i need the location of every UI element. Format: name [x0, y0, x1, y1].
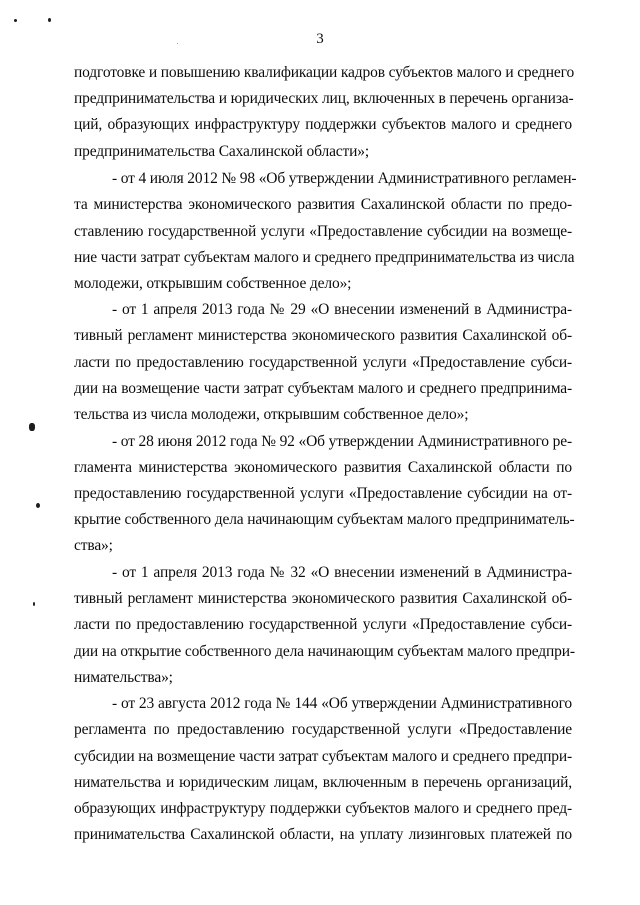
- text-line: принимательства Сахалинской области, на уплату лизинговых платежей по: [74, 826, 572, 843]
- text-line: ций, образующих инфраструктуру поддержки субъектов малого и среднего: [74, 116, 572, 133]
- text-line: молодежи, открывшим собственное дело»;: [74, 275, 352, 292]
- text-line: ства»;: [74, 537, 113, 554]
- text-line: ласти по предоставлению государственной услуги «Предоставление субси-: [74, 354, 572, 371]
- text-line: - от 4 июля 2012 № 98 «Об утверждении Административного регламен-: [112, 170, 577, 187]
- text-line: - от 28 июня 2012 года № 92 «Об утверждении Административного ре-: [112, 433, 572, 450]
- text-line: крытие собственного дела начинающим субъектам малого предприниматель-: [74, 511, 575, 528]
- text-line: нимательства»;: [74, 669, 173, 686]
- text-line: тивный регламент министерства экономического развития Сахалинской об-: [74, 590, 572, 607]
- scan-speck: [29, 423, 35, 431]
- scan-speck: [48, 18, 51, 22]
- text-line: ставлению государственной услуги «Предоставление субсидии на возмеще-: [74, 223, 572, 240]
- scan-speck: [36, 503, 40, 508]
- text-line: образующих инфраструктуру поддержки субъектов малого и среднего пред-: [74, 800, 572, 817]
- text-line: субсидии на возмещение части затрат субъектам малого и среднего предпри-: [74, 748, 573, 765]
- text-line: та министерства экономического развития Сахалинской области по предо-: [74, 196, 572, 213]
- text-line: тельства из числа молодежи, открывшим собственное дело»;: [74, 406, 469, 423]
- text-line: нимательства и юридическим лицам, включенным в перечень организаций,: [74, 774, 572, 791]
- text-line: - от 23 августа 2012 года № 144 «Об утверждении Административного: [112, 695, 572, 712]
- text-line: дии на возмещение части затрат субъектам малого и среднего предпринима-: [74, 380, 572, 397]
- text-line: дии на открытие собственного дела начинающим субъектам малого предпри-: [74, 643, 575, 660]
- text-line: гламента министерства экономического развития Сахалинской области по: [74, 459, 572, 476]
- text-line: предоставлению государственной услуги «Предоставление субсидии на от-: [74, 485, 572, 502]
- text-line: ние части затрат субъектам малого и среднего предпринимательства из числа: [74, 249, 575, 266]
- text-line: ласти по предоставлению государственной услуги «Предоставление субси-: [74, 616, 572, 633]
- text-line: предпринимательства Сахалинской области»;: [74, 143, 370, 160]
- scan-speck: [33, 602, 35, 606]
- text-line: регламента по предоставлению государственной услуги «Предоставление: [74, 721, 572, 738]
- text-line: тивный регламент министерства экономического развития Сахалинской об-: [74, 327, 572, 344]
- text-line: - от 1 апреля 2013 года № 32 «О внесении изменений в Администра-: [112, 564, 572, 581]
- scan-speck: [177, 43, 178, 44]
- page-number: 3: [316, 31, 324, 47]
- text-line: подготовке и повышению квалификации кадров субъектов малого и среднего: [74, 64, 575, 81]
- text-line: - от 1 апреля 2013 года № 29 «О внесении изменений в Администра-: [112, 301, 572, 318]
- text-line: предпринимательства и юридических лиц, включенных в перечень организа-: [74, 90, 574, 107]
- scan-speck: [14, 19, 17, 22]
